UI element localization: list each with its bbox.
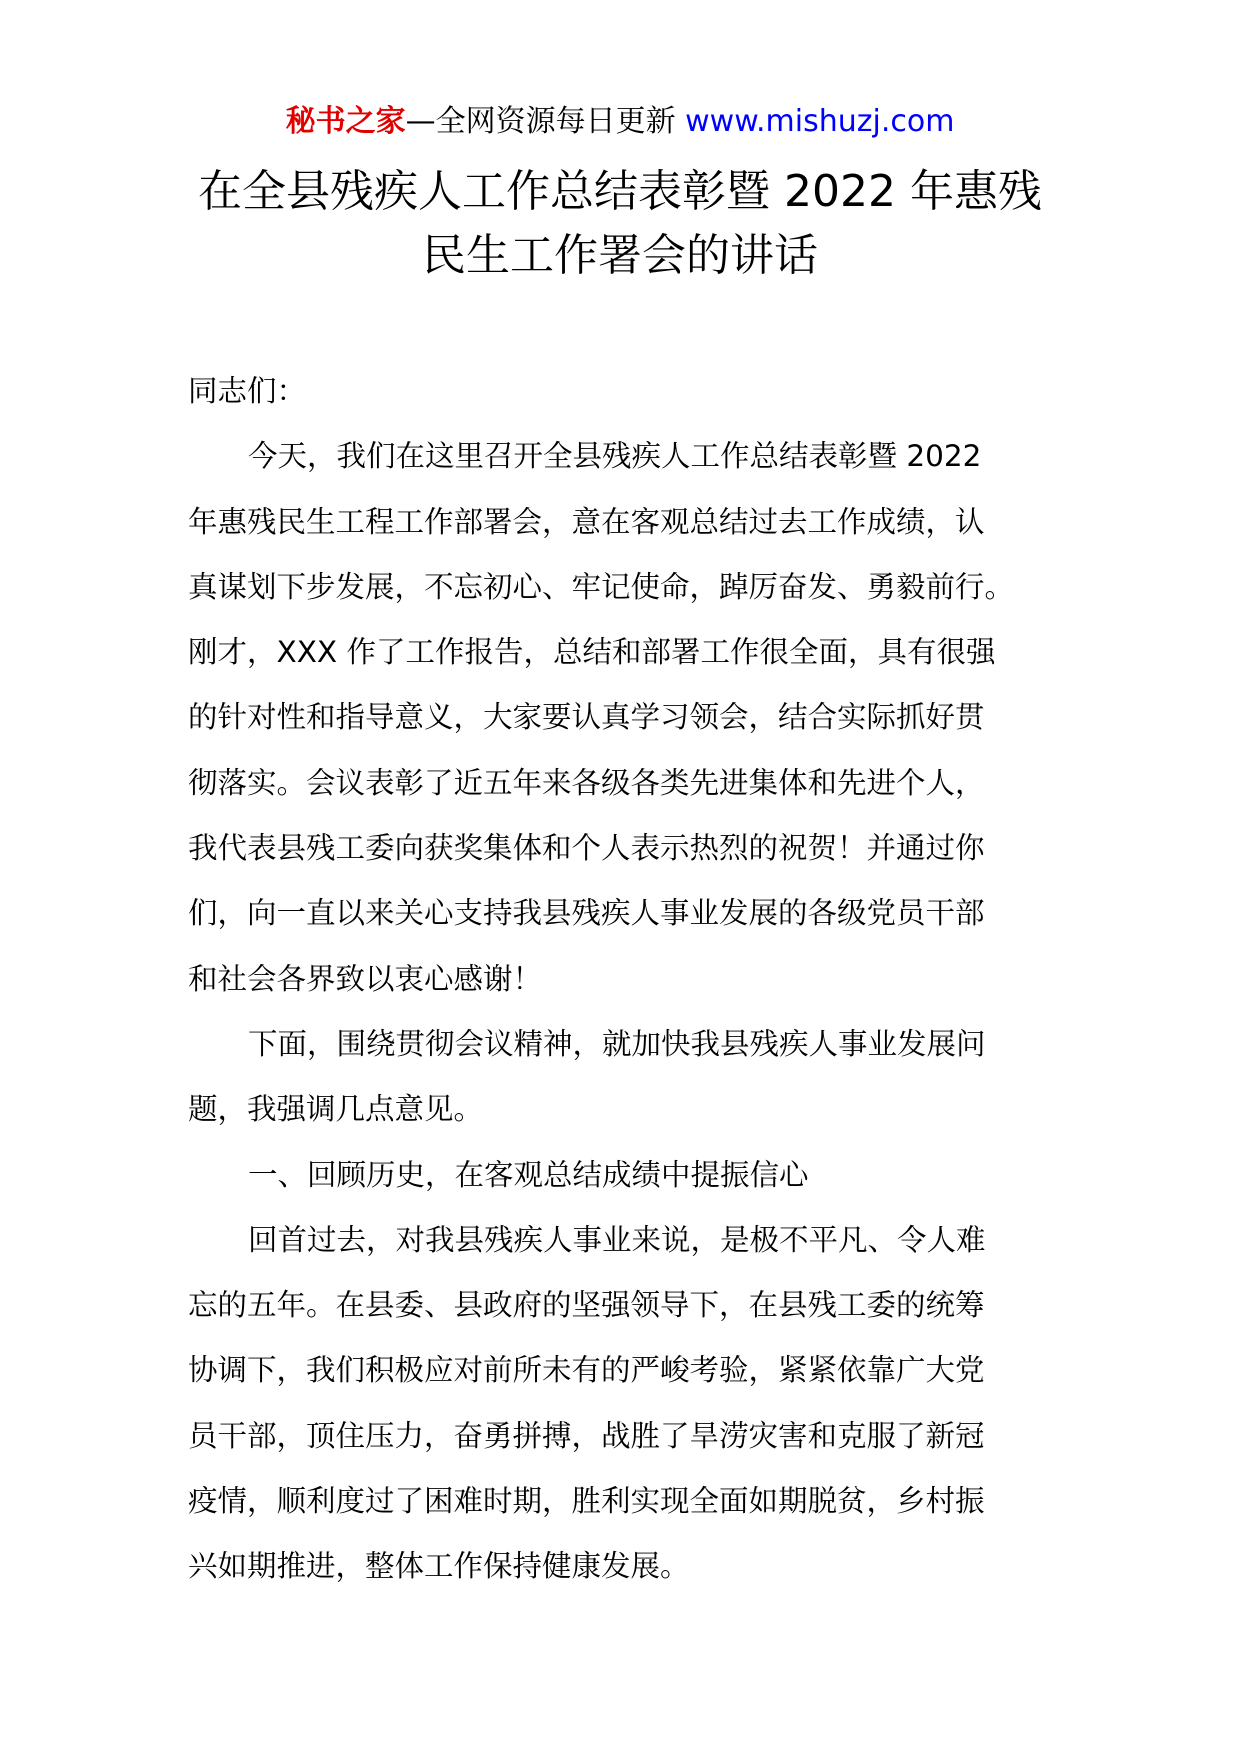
- paragraph-line: 协调下，我们积极应对前所未有的严峻考验，紧紧依靠广大党: [188, 1353, 985, 1388]
- paragraph-line: 的针对性和指导意义，大家要认真学习领会，结合实际抓好贯: [188, 700, 985, 735]
- paragraph-line: 们，向一直以来关心支持我县残疾人事业发展的各级党员干部: [188, 896, 985, 931]
- document-body: [188, 359, 1068, 1600]
- document-title: [120, 160, 1120, 288]
- paragraph-line: 今天，我们在这里召开全县残疾人工作总结表彰暨 2022: [248, 439, 982, 474]
- paragraph-line: 彻落实。会议表彰了近五年来各级各类先进集体和先进个人，: [188, 765, 985, 800]
- paragraph-line: 忘的五年。在县委、县政府的坚强领导下，在县残工委的统筹: [188, 1288, 985, 1323]
- document-title-line-2: 民生工作署会的讲话: [422, 230, 818, 281]
- paragraph-line: 真谋划下步发展，不忘初心、牢记使命，踔厉奋发、勇毅前行。: [188, 569, 1015, 604]
- document-title-line-1: 在全县残疾人工作总结表彰暨 2022 年惠残: [198, 166, 1042, 217]
- paragraph-line: 员干部，顶住压力，奋勇拼搏，战胜了旱涝灾害和克服了新冠: [188, 1418, 985, 1453]
- paragraph-line: 我代表县残工委向获奖集体和个人表示热烈的祝贺！并通过你: [188, 831, 985, 866]
- site-url-link[interactable]: www.mishuzj.com: [685, 104, 955, 139]
- paragraph-line: 疫情，顺利度过了困难时期，胜利实现全面如期脱贫，乡村振: [188, 1484, 985, 1519]
- section-heading: 一、回顾历史，在客观总结成绩中提振信心: [248, 1157, 809, 1192]
- paragraph-line: 回首过去，对我县残疾人事业来说，是极不平凡、令人难: [248, 1222, 986, 1257]
- site-header: [0, 100, 1240, 144]
- paragraph-line: 下面，围绕贯彻会议精神，就加快我县残疾人事业发展问: [248, 1026, 986, 1061]
- paragraph-line: 兴如期推进，整体工作保持健康发展。: [188, 1549, 690, 1584]
- paragraph-line: 和社会各界致以衷心感谢！: [188, 961, 543, 996]
- site-brand: 秘书之家: [285, 104, 406, 139]
- paragraph-line: 刚才，XXX 作了工作报告，总结和部署工作很全面，具有很强: [188, 635, 996, 670]
- paragraph-line: 年惠残民生工程工作部署会，意在客观总结过去工作成绩，认: [188, 504, 985, 539]
- salutation: 同志们：: [188, 374, 307, 408]
- paragraph-line: 题，我强调几点意见。: [188, 1092, 484, 1127]
- site-slogan: —全网资源每日更新: [405, 104, 686, 139]
